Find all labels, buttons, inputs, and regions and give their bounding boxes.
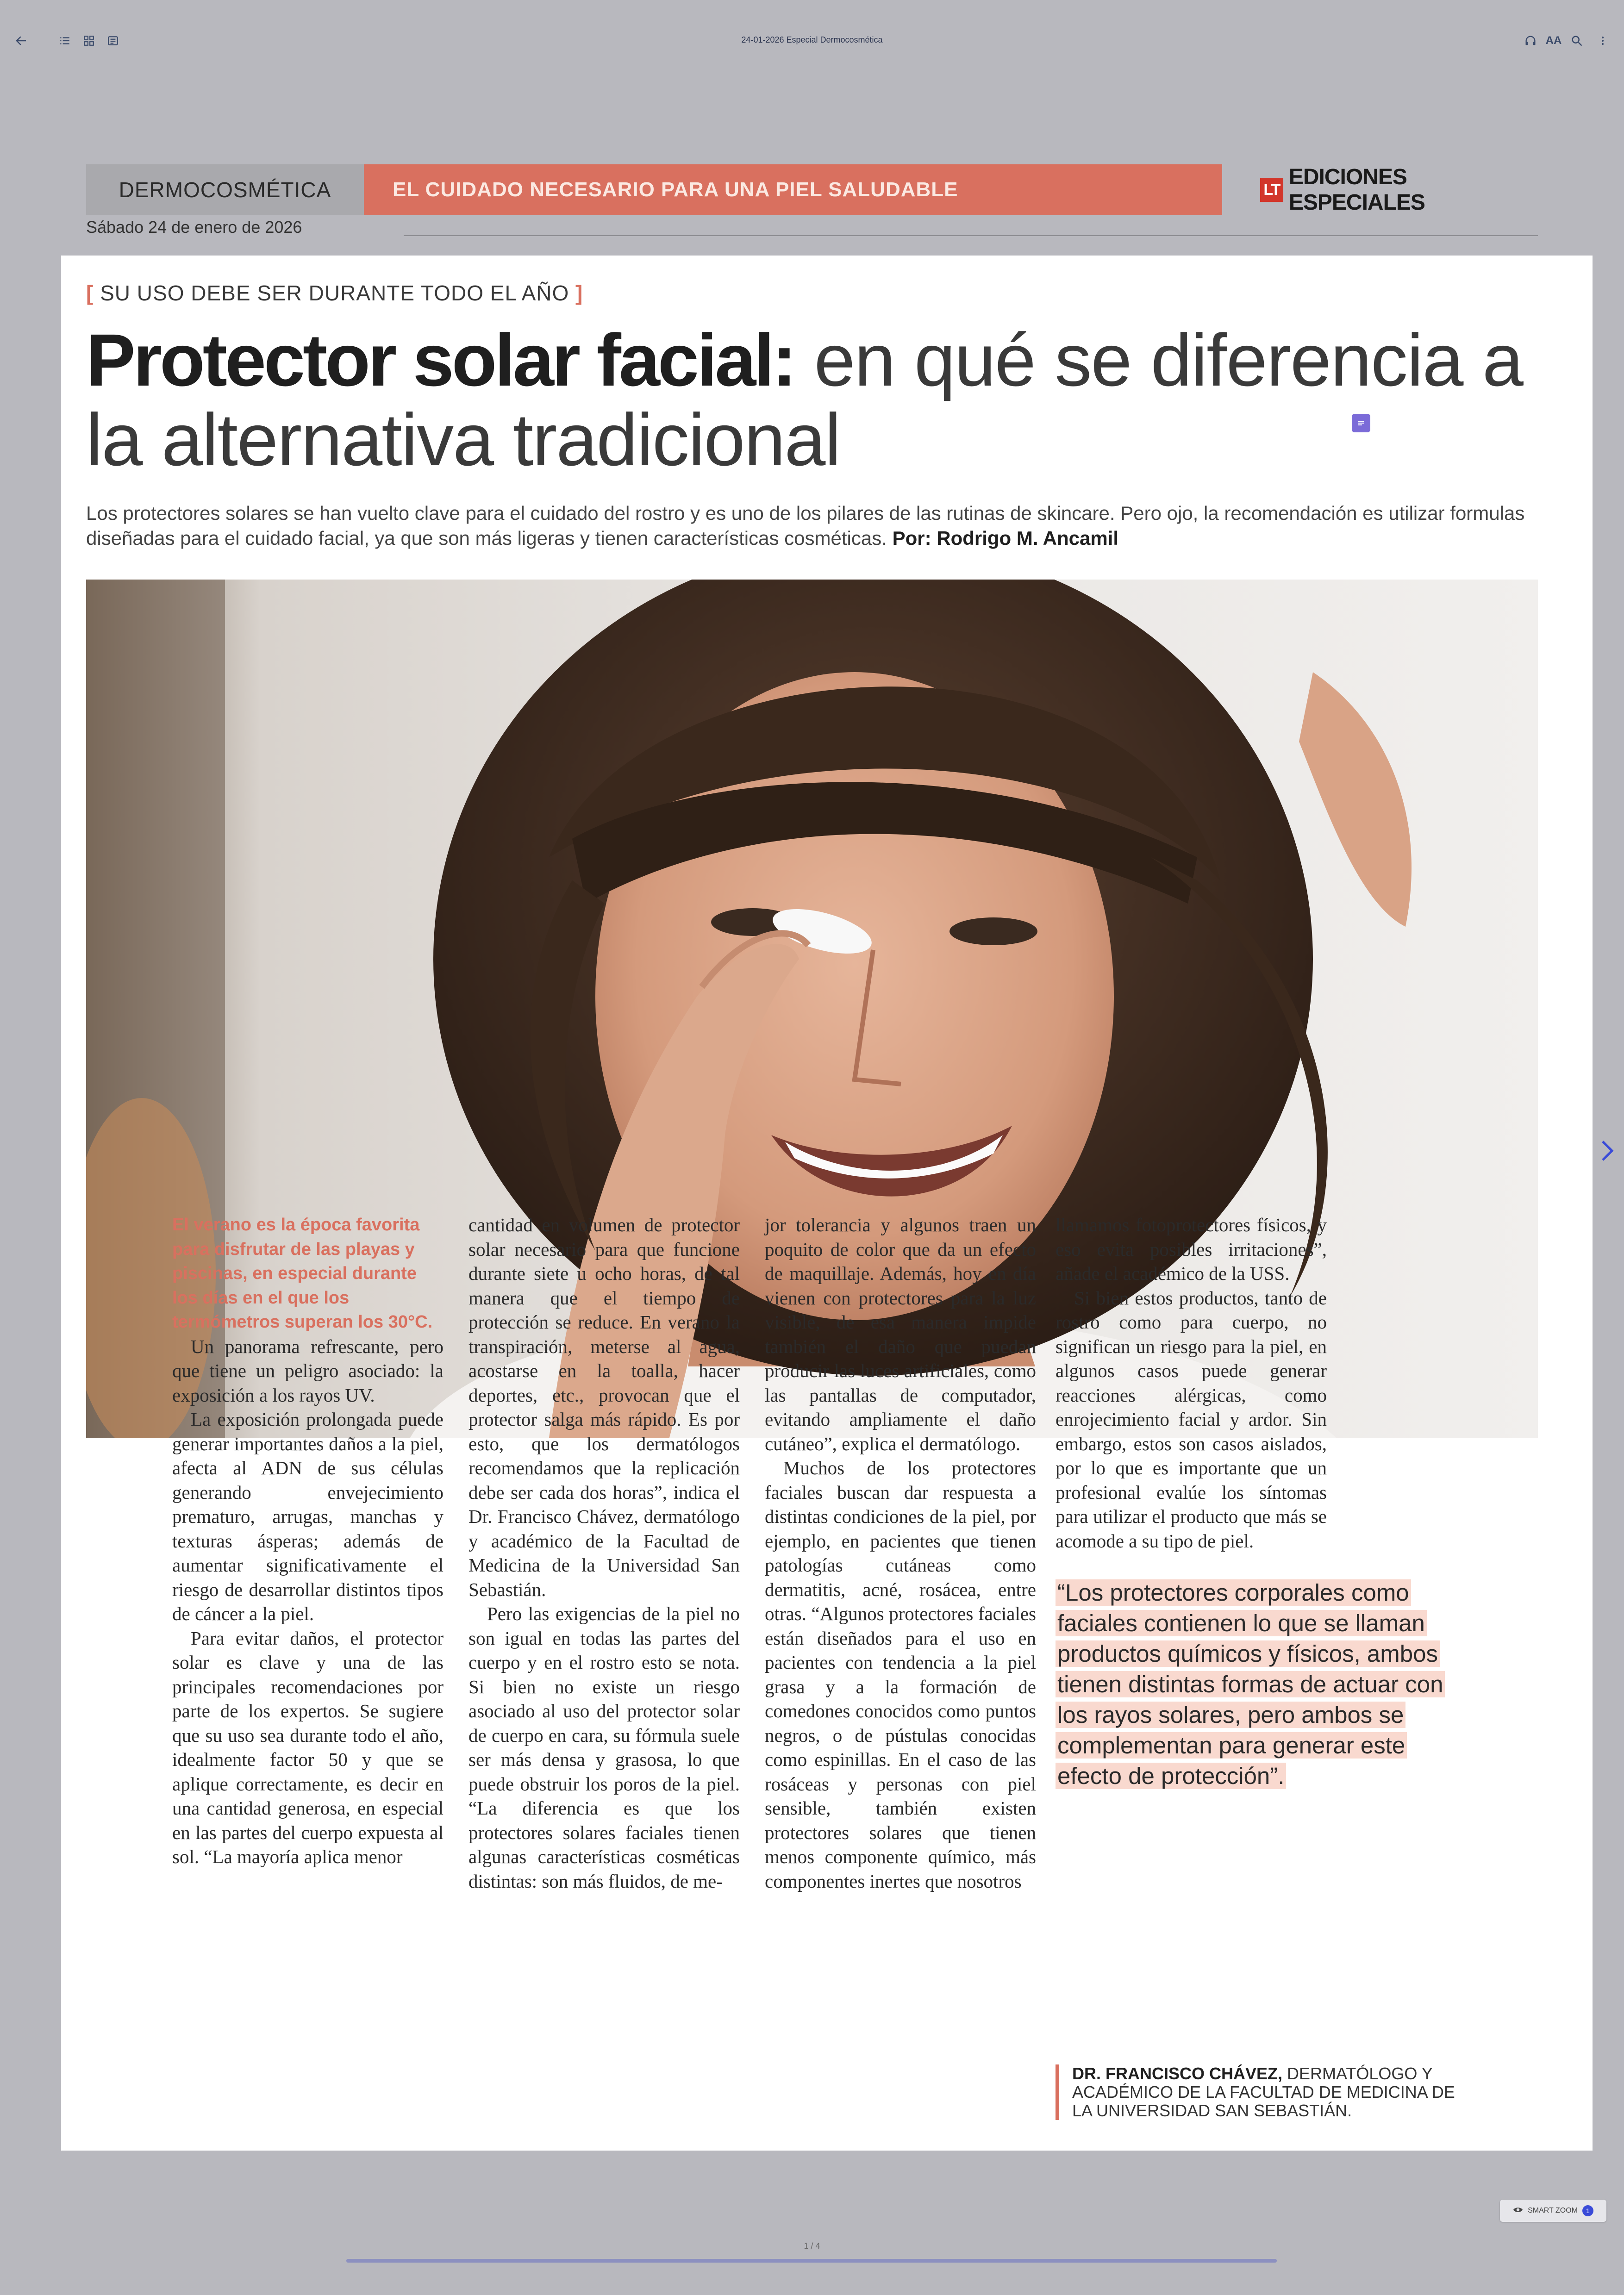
lede-text: Los protectores solares se han vuelto clave para el cuidado del rostro y es uno de los pilares de las rutinas de skincare. Pero ojo, la recomendación es utilizar formulas diseñadas para el cuidado facial, ya que son más ligeras y tienen características cosméticas. [86, 502, 1525, 549]
column-2 [468, 1213, 740, 1893]
next-page-chevron-icon[interactable] [1598, 1137, 1617, 1165]
column-4 [1056, 1213, 1327, 1553]
quote-author-title: DERMATÓLOGO Y ACADÉMICO DE LA FACULTAD DE MEDICINA DE LA UNIVERSIDAD SAN SEBASTIÁN. [1072, 2064, 1455, 2120]
paragraph: cantidad en volumen de protector solar necesario para que funcione durante siete u ocho horas, de tal manera que el tiempo de protección se reduce. En verano la transpiración, meterse al agua, acostarse en la toalla, hacer deportes, etc., provocan que el protector salga más rápido. Es por esto, que los dermatólogos recomendamos que la replicación debe ser cada dos horas”, indica el Dr. Francisco Chávez, dermatólogo y académico de la Facultad de Medicina de la Universidad San Sebastián. [468, 1214, 740, 1600]
pull-quote-text: “Los protectores corporales como faciales contienen lo que se llaman productos químicos y físicos, ambos tienen distintas formas de actuar con los rayos solares, pero ambos se complementan para generar este efecto de protección”. [1056, 1579, 1445, 1789]
logo-mark: LT [1260, 178, 1283, 202]
publication-logo [1260, 165, 1538, 215]
kicker-text: SU USO DEBE SER DURANTE TODO EL AÑO [100, 281, 569, 305]
paragraph: Para evitar daños, el protector solar es clave y una de las principales recomendaciones por parte de los expertos. Se sugiere que su uso sea durante todo el año, idealmente factor 50 y que se aplique correctamente, es decir en una cantidad generosa, en especial en las partes del cuerpo expuesta al sol. “La mayoría aplica menor [172, 1627, 443, 1867]
column-3 [765, 1213, 1036, 1893]
column-1 [172, 1213, 443, 1869]
paragraph: llamamos fotoprotectores físicos, y eso evita posibles irritaciones”, añade el académico de la USS. [1056, 1214, 1327, 1284]
quote-author: DR. FRANCISCO CHÁVEZ, [1072, 2064, 1283, 2083]
headline-bold: Protector solar facial: [86, 318, 794, 401]
article-lede [86, 501, 1568, 551]
article-icon[interactable] [103, 31, 123, 51]
kicker-bracket-close: ] [575, 281, 583, 305]
document-title: 24-01-2026 Especial Dermocosmética [741, 35, 883, 44]
section-banner: EL CUIDADO NECESARIO PARA UNA PIEL SALUDABLE [364, 164, 1222, 215]
list-icon[interactable] [55, 31, 75, 51]
smart-zoom-badge: 1 [1582, 2205, 1593, 2216]
paragraph: Muchos de los protectores faciales buscan dar respuesta a distintas condiciones de la piel, por ejemplo, en pacientes que tienen patologías cutáneas como dermatitis, acné, rosácea, entre otras. “Algunos protectores faciales están diseñados para el uso en pacientes con tendencia a la piel grasa y a la formación de comedones conocidos como puntos negros, o de pústulas conocidas como espinillas. En el caso de las rosáceas y personas con piel sensible, también existen protectores solares que tienen menos componente químico, más componentes inertes que nosotros [765, 1457, 1036, 1892]
more-vertical-icon[interactable] [1593, 31, 1613, 51]
headline-light: en qué se diferencia a la alternativa tradicional [86, 318, 1523, 481]
kicker-bracket-open: [ [86, 281, 94, 305]
paragraph: Un panorama refrescante, pero que tiene un peligro asociado: la exposición a los rayos UV. [172, 1335, 443, 1406]
paragraph: Pero las exigencias de la piel no son igual en todas las partes del cuerpo y en el rostro esto se nota. Si bien no existe un riesgo asociado al uso del protector solar de cuerpo en cara, su fórmula suele ser más densa y grasosa, lo que puede obstruir los poros de la piel. “La diferencia es que los protectores solares faciales tienen algunas características cosméticas distintas: son más fluidos, de me- [468, 1603, 740, 1892]
headphones-icon[interactable] [1520, 31, 1541, 51]
text-size-icon[interactable]: AA [1545, 34, 1562, 47]
note-icon[interactable] [1352, 414, 1370, 432]
logo-text: EDICIONES ESPECIALES [1288, 165, 1425, 215]
page-indicator: 1 / 4 [804, 2241, 820, 2251]
header-divider [404, 235, 1538, 236]
smart-zoom-label: SMART ZOOM [1528, 2207, 1578, 2214]
smart-zoom-button[interactable] [1500, 2200, 1606, 2222]
paragraph: jor tolerancia y algunos traen un poquito de color que da un efecto de maquillaje. Además, hoy en día vienen con protectores para la luz visible, de esa manera impide también el daño que puedan producir las luces artificiales, como las pantallas de computador, evitando ampliamente el daño cutáneo”, explica el dermatólogo. [765, 1214, 1036, 1454]
section-header [86, 164, 1538, 215]
section-label: DERMOCOSMÉTICA [86, 164, 364, 215]
article-intro: El verano es la época favorita para disfrutar de las playas y piscinas, en especial durante los días en el que los termómetros superan los 30°C. [172, 1215, 433, 1332]
publication-date: Sábado 24 de enero de 2026 [86, 218, 302, 237]
search-icon[interactable] [1567, 31, 1587, 51]
page-scrollbar-thumb[interactable] [346, 2259, 1277, 2263]
article-kicker [86, 281, 583, 306]
article-headline [86, 320, 1544, 480]
viewer-toolbar [0, 0, 1624, 83]
pull-quote [1056, 1578, 1468, 1791]
back-arrow-icon[interactable] [11, 31, 31, 51]
grid-icon[interactable] [79, 31, 99, 51]
pull-quote-source [1056, 2064, 1472, 2120]
paragraph: Si bien estos productos, tanto de rostro como para cuerpo, no significan un riesgo para la piel, en algunos casos puede generar reacciones alérgicas, como enrojecimiento facial y ardor. Sin embargo, estos son casos aislados, por lo que es importante que un profesional evalúe los síntomas para utilizar el producto que más se acomode a su tipo de piel. [1056, 1287, 1327, 1552]
byline: Por: Rodrigo M. Ancamil [892, 527, 1119, 549]
eye-icon [1513, 2206, 1523, 2216]
paragraph: La exposición prolongada puede generar importantes daños a la piel, afecta al ADN de sus células generando envejecimiento prematuro, arrugas, manchas y texturas ásperas; además de aumentar significativamente el riesgo de desarrollar distintos tipos de cáncer a la piel. [172, 1409, 443, 1624]
